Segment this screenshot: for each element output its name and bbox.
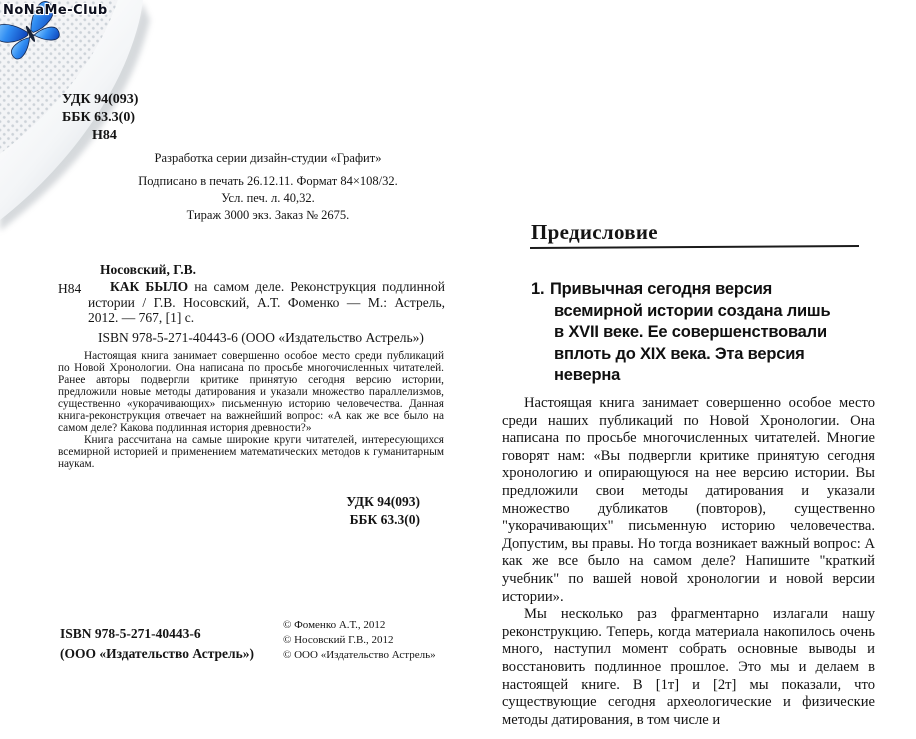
bbk-code-bottom: ББК 63.3(0) [349,512,420,527]
copyright-line: © Фоменко А.Т., 2012 [283,619,386,631]
catalog-author: Носовский, Г.В. [100,262,197,277]
imprint-line: Подписано в печать 26.12.11. Формат 84×108/32. [138,174,398,188]
publisher-name: (ООО «Издательство Астрель») [60,646,254,661]
bbk-code: ББК 63.3(0) [62,110,135,125]
section-title-line: неверна [554,366,621,384]
isbn-line: ISBN 978-5-271-40443-6 (ООО «Издательство Астрель») [98,330,424,345]
section-title-text: Привычная сегодня версия [550,280,773,298]
header-rule [530,245,859,249]
section-title-line [531,279,871,301]
section-title-line: вплоть до XIX века. Эта версия [554,344,805,363]
imprint-line: Разработка серии дизайн-студии «Графит» [154,151,382,165]
isbn-bottom-block [60,624,254,664]
catalog-code: Н84 [58,281,82,296]
annotation-paragraph: Настоящая книга занимает совершенно особое место среди публикаций по Новой Хронологии. Она написана по просьбе многочисленных читателей. Ранее авторы подвергли критике принятую сегодня версию истории, предложили новые методы датирования и указали множество параллелизмов, существенно «укорачивающих» письменную историю человечества. Данная книга-реконструкция отвечает на важнейший вопрос: «А как же все было на самом деле? Какова подлинная история древности?» [58,350,444,434]
body-paragraph: Мы несколько раз фрагментарно излагали нашу реконструкцию. Теперь, когда материала накопилось очень много, наступил момент собрать основные выводы и восстановить подлинное прошлое. Это мы и делаем в настоящей книге. В [1т] и [2т] мы показали, что существующие сегодня археологические и физические методы датирования, в том числе и [502,606,875,728]
isbn-number: ISBN 978-5-271-40443-6 [60,626,201,641]
catalog-card [88,262,445,326]
book-title: КАК БЫЛО [110,278,189,294]
annotation-block [58,350,444,470]
chapter-header: Предисловие [531,220,658,244]
copyright-line: © ООО «Издательство Астрель» [283,649,436,662]
section-title-line: всемирной истории создана лишь [554,301,831,320]
copyright-line: © Носовский Г.В., 2012 [283,634,394,647]
imprint-line: Тираж 3000 экз. Заказ № 2675. [186,208,350,222]
body-paragraph: Настоящая книга занимает совершенно особое место среди наших публикаций по Новой Хронологии. Она написана по просьбе многочисленных читателей. Многие говорят нам: «Вы подвергли критике принятую сегодня хронологию и опирающуюся на нее версию истории. Вы предложили свои методы датирования и указали множество дубликатов (повторов), существенно "укорачивающих" письменную историю человечества. Допустим, вы правы. Но тогда возникает важный вопрос: А как же все было на самом деле? Напишите "краткий учебник" по вашей новой хронологии и новой версии истории». [502,395,875,605]
catalog-description-text: на самом деле. Реконструкция подлинной истории / Г.В. Носовский, А.Т. Фоменко — М.: Астрель, 2012. — 767, [1] с. [88,278,445,326]
annotation-paragraph: Книга рассчитана на самые широкие круги читателей, интересующихся всемирной историей и применением математических методов к гуманитарным наукам. [58,434,444,470]
left-page-codes-bottom [58,493,420,529]
imprint-line: Усл. печ. л. 40,32. [221,191,315,205]
noname-club-logo: NoNaMe-Club [3,3,108,18]
section-title-line: в XVII веке. Ее совершенствовали [554,323,827,341]
left-page-codes [62,91,138,145]
catalog-description [88,279,445,326]
author-sign-code: Н84 [92,128,117,143]
imprint-block [70,150,466,224]
copyright-block [283,618,436,664]
section-title [531,279,871,387]
udk-code: УДК 94(093) [62,92,139,107]
section-number: 1. [531,280,545,298]
udk-code-bottom: УДК 94(093) [346,494,420,509]
preface-body [502,395,875,729]
